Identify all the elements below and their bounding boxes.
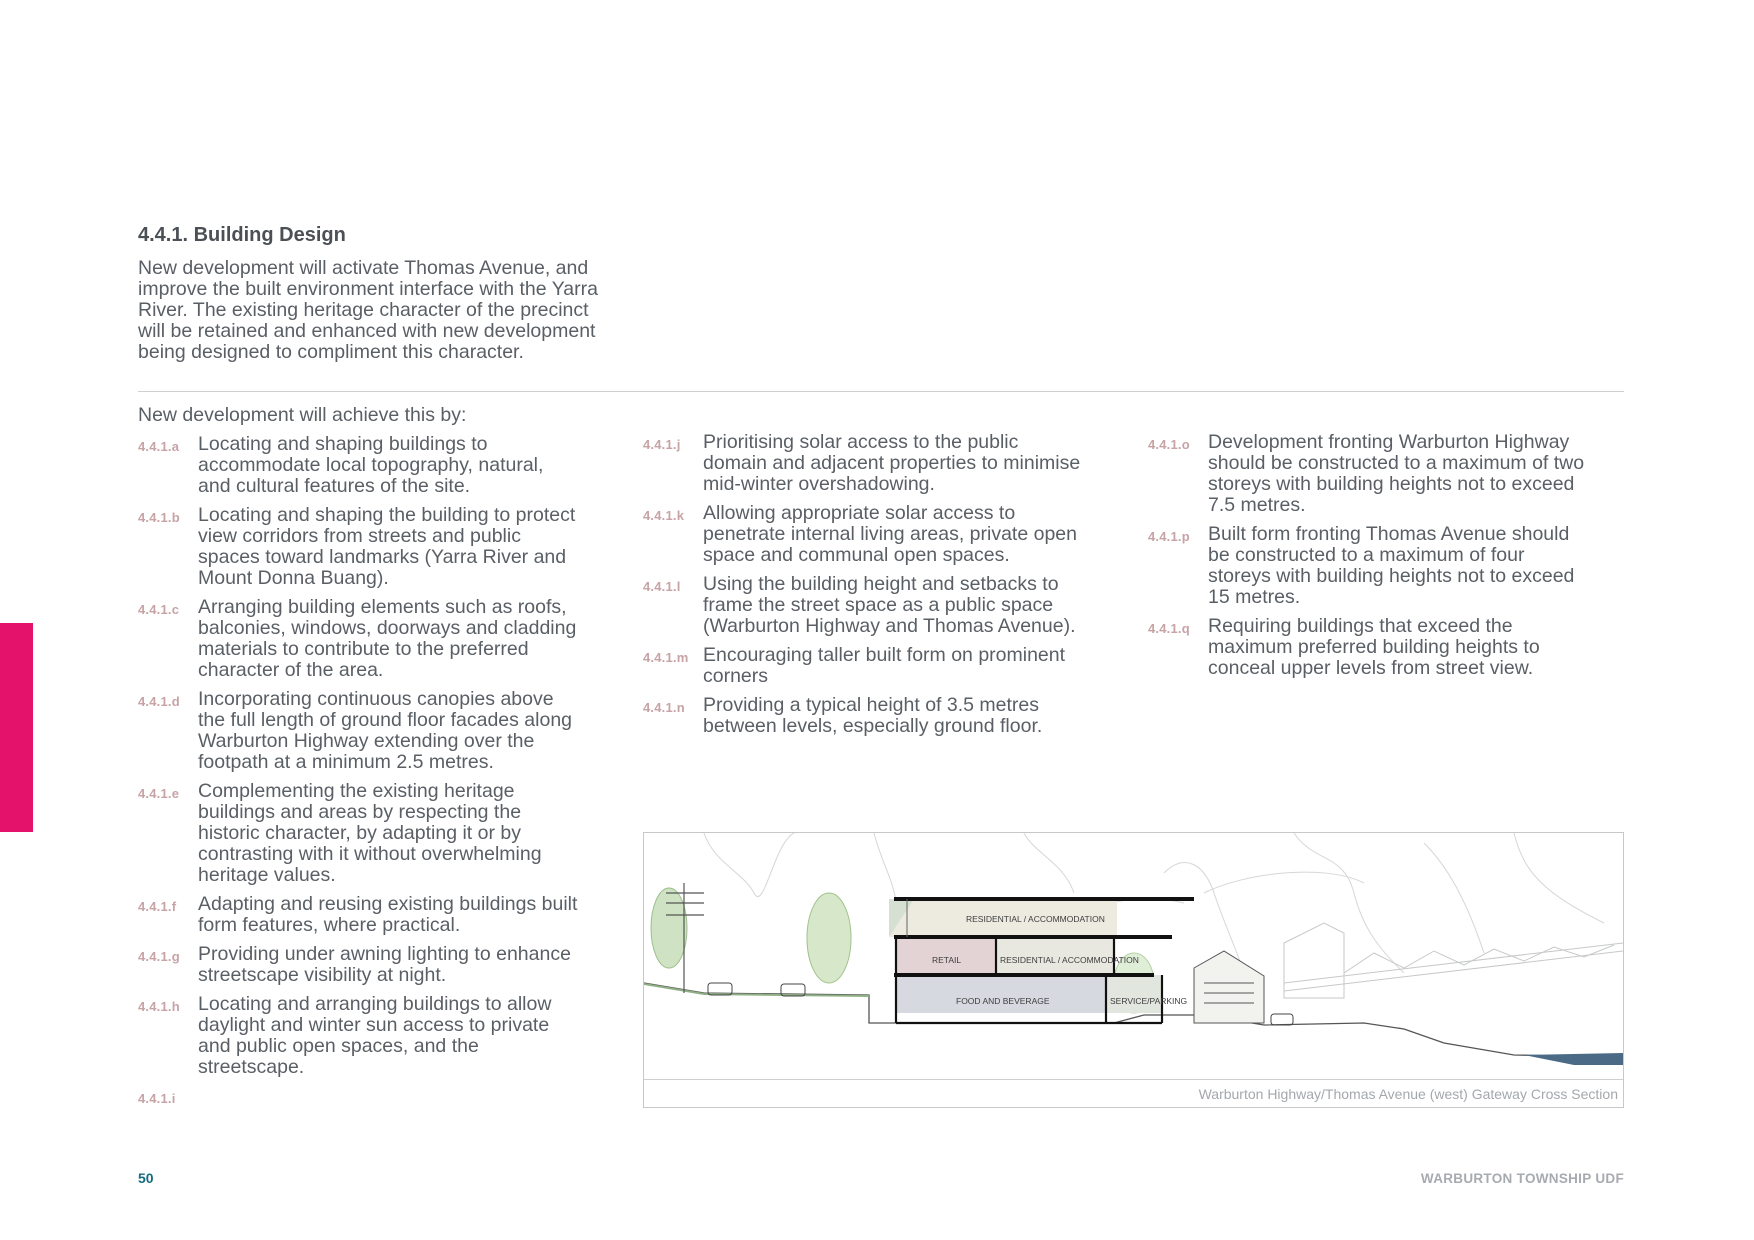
item-text: Complementing the existing heritage buildings and areas by respecting the historic character, by adapting it or by contrasting with it without overwhelming heritage values. bbox=[198, 780, 542, 886]
item-number: 4.4.1.i bbox=[138, 1091, 176, 1106]
item-number: 4.4.1.d bbox=[138, 694, 180, 709]
item-text: Development fronting Warburton Highway should be constructed to a maximum of two storeys with building heights not to exceed 7.5 metres. bbox=[1208, 431, 1585, 516]
list-item bbox=[138, 781, 578, 886]
label-residential-mid: RESIDENTIAL / ACCOMMODATION bbox=[1000, 955, 1139, 965]
list-item bbox=[1148, 616, 1588, 679]
item-number: 4.4.1.b bbox=[138, 510, 180, 525]
item-text: Arranging building elements such as roofs, balconies, windows, doorways and cladding materials to contribute to the preferred character of the area. bbox=[198, 596, 577, 681]
caption-divider bbox=[644, 1079, 1623, 1080]
cross-section-drawing bbox=[644, 833, 1623, 1079]
item-text: Locating and shaping the building to protect view corridors from streets and public spaces toward landmarks (Yarra River and Mount Donna Buang). bbox=[198, 504, 576, 589]
item-text: Prioritising solar access to the public domain and adjacent properties to minimise mid-winter overshadowing. bbox=[703, 431, 1081, 495]
tree bbox=[807, 893, 851, 983]
item-number: 4.4.1.j bbox=[643, 437, 681, 452]
section-accent-bar bbox=[0, 623, 33, 832]
item-number: 4.4.1.o bbox=[1148, 437, 1190, 452]
cross-section-figure bbox=[643, 832, 1624, 1108]
item-number: 4.4.1.c bbox=[138, 602, 180, 617]
items-column-1 bbox=[138, 434, 578, 1114]
list-item bbox=[138, 597, 578, 681]
item-text: Locating and shaping buildings to accommodate local topography, natural, and cultural features of the site. bbox=[198, 433, 544, 497]
item-number: 4.4.1.n bbox=[643, 700, 685, 715]
section-lead: New development will achieve this by: bbox=[138, 404, 467, 426]
label-service-parking: SERVICE/PARKING bbox=[1110, 996, 1188, 1006]
list-item bbox=[138, 1086, 578, 1106]
bridge bbox=[1284, 923, 1623, 998]
page-number: 50 bbox=[138, 1170, 154, 1186]
heritage-house bbox=[1194, 951, 1264, 1023]
section-heading: 4.4.1. Building Design bbox=[138, 224, 346, 246]
divider bbox=[138, 391, 1624, 392]
item-number: 4.4.1.k bbox=[643, 508, 685, 523]
item-number: 4.4.1.g bbox=[138, 949, 180, 964]
item-number: 4.4.1.f bbox=[138, 899, 177, 914]
list-item bbox=[643, 645, 1083, 687]
item-number: 4.4.1.q bbox=[1148, 621, 1190, 636]
section-intro: New development will activate Thomas Avenue, and improve the built environment interface with the Yarra River. The existing heritage character of the precinct will be retained and enhanced with new development being designed to compliment this character. bbox=[138, 257, 598, 363]
item-text bbox=[198, 1086, 578, 1106]
figure-caption: Warburton Highway/Thomas Avenue (west) Gateway Cross Section bbox=[1198, 1086, 1618, 1102]
list-item bbox=[643, 503, 1083, 566]
river bbox=[1524, 1053, 1623, 1065]
item-text: Providing a typical height of 3.5 metres between levels, especially ground floor. bbox=[703, 694, 1043, 737]
items-column-2 bbox=[643, 432, 1083, 745]
list-item bbox=[1148, 432, 1588, 516]
item-text: Incorporating continuous canopies above the full length of ground floor facades along Warburton Highway extending over the footpath at a minimum 2.5 metres. bbox=[198, 688, 573, 773]
item-text: Adapting and reusing existing buildings built form features, where practical. bbox=[198, 893, 578, 936]
list-item bbox=[138, 944, 578, 986]
items-column-3 bbox=[1148, 432, 1588, 687]
list-item bbox=[1148, 524, 1588, 608]
document-title: WARBURTON TOWNSHIP UDF bbox=[1420, 1171, 1624, 1186]
item-number: 4.4.1.l bbox=[643, 579, 681, 594]
item-text: Allowing appropriate solar access to penetrate internal living areas, private open space and communal open spaces. bbox=[703, 502, 1077, 566]
item-number: 4.4.1.p bbox=[1148, 529, 1190, 544]
list-item bbox=[643, 574, 1083, 637]
list-item bbox=[643, 432, 1083, 495]
item-text: Providing under awning lighting to enhance streetscape visibility at night. bbox=[198, 943, 571, 986]
label-food-beverage: FOOD AND BEVERAGE bbox=[956, 996, 1050, 1006]
list-item bbox=[138, 994, 578, 1078]
item-text: Using the building height and setbacks to frame the street space as a public space (Warburton Highway and Thomas Avenue). bbox=[703, 573, 1076, 637]
list-item bbox=[138, 894, 578, 936]
label-residential-top: RESIDENTIAL / ACCOMMODATION bbox=[966, 914, 1105, 924]
item-number: 4.4.1.h bbox=[138, 999, 180, 1014]
item-number: 4.4.1.e bbox=[138, 786, 180, 801]
item-text: Built form fronting Thomas Avenue should be constructed to a maximum of four storeys with building heights not to exceed 15 metres. bbox=[1208, 523, 1575, 608]
label-retail: RETAIL bbox=[932, 955, 962, 965]
list-item bbox=[138, 689, 578, 773]
list-item bbox=[643, 695, 1083, 737]
item-text: Locating and arranging buildings to allow daylight and winter sun access to private and public open spaces, and the streetscape. bbox=[198, 993, 552, 1078]
item-number: 4.4.1.a bbox=[138, 439, 180, 454]
item-text: Requiring buildings that exceed the maximum preferred building heights to conceal upper levels from street view. bbox=[1208, 615, 1540, 679]
tree bbox=[651, 888, 687, 968]
list-item bbox=[138, 434, 578, 497]
item-number: 4.4.1.m bbox=[643, 650, 689, 665]
item-text: Encouraging taller built form on prominent corners bbox=[703, 644, 1066, 687]
list-item bbox=[138, 505, 578, 589]
